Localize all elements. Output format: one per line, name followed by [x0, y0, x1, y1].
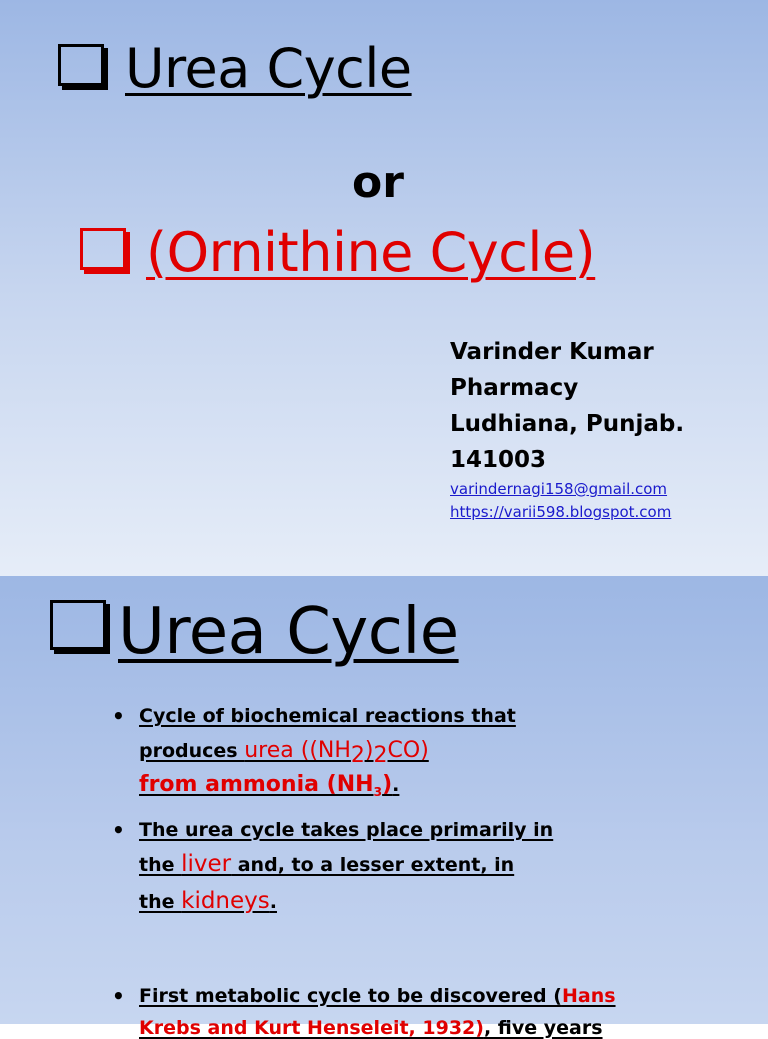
author-block	[450, 334, 684, 478]
bullet-2-line-1: The urea cycle takes place primarily in	[139, 819, 554, 841]
bullet-1-line-1: Cycle of biochemical reactions that	[139, 705, 516, 727]
checkbox-bullet-icon	[80, 228, 126, 270]
checkbox-bullet-icon	[58, 44, 104, 86]
author-city: Ludhiana, Punjab.	[450, 411, 685, 437]
slide-title: Urea Cycle	[118, 595, 459, 669]
author-pin: 141003	[450, 447, 547, 473]
checkbox-bullet-icon	[50, 600, 106, 650]
content-slide	[0, 576, 768, 1024]
author-blog-link[interactable]: https://varii598.blogspot.com	[450, 503, 672, 521]
bullet-3-line-2: Krebs and Kurt Henseleit, 1932), five years	[139, 1017, 603, 1039]
author-email-link[interactable]: varindernagi158@gmail.com	[450, 480, 668, 498]
bullet-1-line-3: from ammonia $(NH_3)$.	[139, 772, 400, 799]
bullet-1-line-2: produces urea $((NH_2)_2CO)$	[139, 738, 429, 768]
bullet-2-line-2: the liver and, to a lesser extent, in	[139, 851, 515, 877]
slide-subtitle: (Ornithine Cycle)	[146, 221, 596, 284]
bullet-2-line-3: the kidneys.	[139, 888, 277, 914]
bullet-marker: •	[112, 704, 125, 728]
author-department: Pharmacy	[450, 375, 579, 401]
author-name: Varinder Kumar	[450, 339, 654, 365]
bullet-marker: •	[112, 818, 125, 842]
slide-title: Urea Cycle	[125, 37, 412, 100]
or-text: or	[352, 157, 404, 208]
bullet-marker: •	[112, 984, 125, 1008]
bullet-3-line-1: First metabolic cycle to be discovered (Hans	[139, 985, 616, 1007]
